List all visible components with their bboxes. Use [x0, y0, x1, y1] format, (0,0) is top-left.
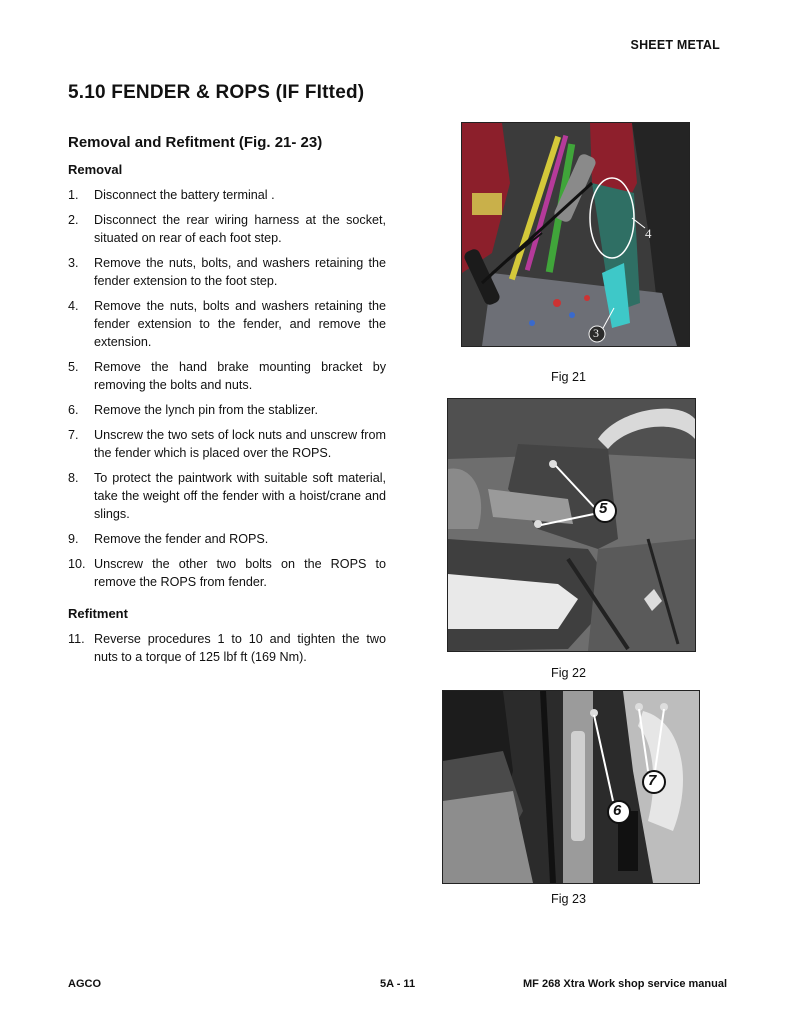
- step-text: Remove the hand brake mounting bracket by removing the bolts and nuts.: [94, 360, 386, 392]
- step-number: 11.: [68, 632, 85, 646]
- step-number: 5.: [68, 360, 79, 374]
- page-title: 5.10 FENDER & ROPS (IF FItted): [68, 82, 365, 103]
- step-text: Remove the fender and ROPS.: [94, 532, 269, 546]
- section-subtitle: Removal and Refitment (Fig. 21- 23): [68, 134, 323, 151]
- callout-5: 5: [599, 500, 608, 517]
- step-item: [68, 358, 386, 394]
- callout-4: 4: [645, 226, 652, 241]
- step-number: 4.: [68, 299, 79, 313]
- step-number: 6.: [68, 403, 79, 417]
- step-number: 8.: [68, 471, 79, 485]
- step-text: Remove the nuts, bolts, and washers retaining the fender extension to the foot step.: [94, 256, 386, 288]
- step-text: Remove the nuts, bolts and washers retaining the fender extension to the fender, and remove the extension.: [94, 299, 386, 349]
- footer-left: AGCO: [68, 978, 101, 990]
- removal-heading: Removal: [68, 162, 123, 177]
- step-item: [68, 555, 386, 591]
- step-item: [68, 297, 386, 351]
- callout-7: 7: [648, 772, 657, 789]
- figure-21-caption: Fig 21: [551, 370, 587, 384]
- step-number: 9.: [68, 532, 79, 546]
- step-item: [68, 211, 386, 247]
- step-item: [68, 469, 386, 523]
- step-item: [68, 530, 386, 548]
- footer-right: MF 268 Xtra Work shop service manual: [523, 978, 727, 990]
- step-item: [68, 630, 386, 666]
- callout-3: 3: [593, 326, 599, 340]
- step-text: Unscrew the two sets of lock nuts and unscrew from the fender which is placed over the ROPS.: [94, 428, 386, 460]
- removal-steps: [68, 186, 386, 598]
- step-item: [68, 186, 386, 204]
- callout-6: 6: [613, 802, 622, 819]
- figure-21-photo: [461, 122, 690, 347]
- refitment-heading: Refitment: [68, 606, 128, 621]
- step-text: Remove the lynch pin from the stablizer.: [94, 403, 318, 417]
- step-text: To protect the paintwork with suitable soft material, take the weight off the fender with a hoist/crane and slings.: [94, 471, 386, 521]
- step-text: Disconnect the battery terminal .: [94, 188, 275, 202]
- step-text: Disconnect the rear wiring harness at the socket, situated on rear of each foot step.: [94, 213, 386, 245]
- step-number: 3.: [68, 256, 79, 270]
- figure-22-caption: Fig 22: [551, 666, 587, 680]
- figure-22-photo: [447, 398, 696, 652]
- figure-23-caption: Fig 23: [551, 892, 587, 906]
- step-item: [68, 254, 386, 290]
- section-header: SHEET METAL: [630, 38, 720, 52]
- step-number: 7.: [68, 428, 79, 442]
- step-number: 2.: [68, 213, 79, 227]
- step-number: 1.: [68, 188, 79, 202]
- step-text: Unscrew the other two bolts on the ROPS to remove the ROPS from fender.: [94, 557, 386, 589]
- step-text: Reverse procedures 1 to 10 and tighten the two nuts to a torque of 125 lbf ft (169 Nm).: [94, 632, 386, 664]
- step-item: [68, 426, 386, 462]
- step-item: [68, 401, 386, 419]
- page-number: 5A - 11: [380, 978, 416, 990]
- figure-23-photo: [442, 690, 700, 884]
- step-number: 10.: [68, 557, 86, 571]
- refitment-steps: [68, 630, 386, 673]
